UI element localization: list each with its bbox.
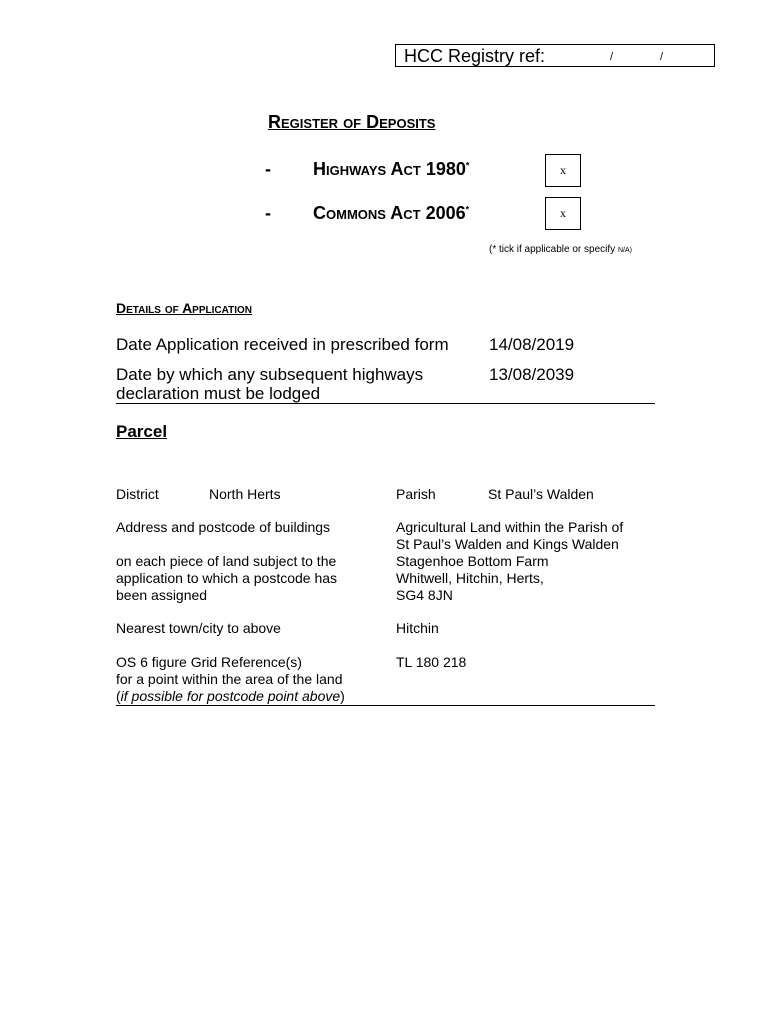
- act-row-commons: [265, 203, 271, 224]
- document-title: Register of Deposits: [268, 112, 436, 132]
- registry-ref-box: [395, 44, 715, 67]
- received-date: 14/08/2019: [489, 335, 575, 354]
- declaration-date: 13/08/2039: [489, 365, 575, 384]
- address-label-line-3: application to which a postcode has: [116, 570, 338, 586]
- address-label-line-2: on each piece of land subject to the: [116, 553, 337, 569]
- received-label: Date Application received in prescribed form: [116, 335, 449, 354]
- parcel-heading: Parcel: [116, 422, 168, 441]
- registry-ref-slash: /: [660, 51, 664, 63]
- act-title-commons: [313, 203, 469, 224]
- grid-reference-value: TL 180 218: [396, 654, 467, 670]
- registry-ref-label: HCC Registry ref:: [404, 46, 546, 66]
- grid-label-italic: if possible for postcode point above: [120, 688, 341, 704]
- act-asterisk: *: [465, 204, 470, 215]
- details-heading: Details of Application: [116, 300, 252, 316]
- grid-label-line-1: OS 6 figure Grid Reference(s): [116, 654, 302, 670]
- parish-label: Parish: [396, 486, 436, 502]
- divider: [116, 403, 655, 404]
- address-label-line-1: Address and postcode of buildings: [116, 519, 331, 535]
- tick-note: [489, 244, 632, 255]
- act-dash: -: [265, 203, 271, 223]
- act-asterisk: *: [465, 160, 470, 171]
- grid-label-paren: (: [116, 688, 121, 704]
- tick-note-text: (* tick if applicable or specify: [489, 244, 618, 255]
- town-value: Hitchin: [396, 620, 439, 636]
- address-value-line-1: Agricultural Land within the Parish of: [396, 519, 624, 535]
- registry-ref-slash: /: [610, 51, 614, 63]
- tick-note-na: N/A): [617, 247, 632, 254]
- town-label: Nearest town/city to above: [116, 620, 281, 636]
- act-title-highways: [313, 159, 469, 180]
- divider: [116, 705, 655, 706]
- address-value-line-4: Whitwell, Hitchin, Herts,: [396, 570, 544, 586]
- act-name: Commons Act 2006: [313, 203, 466, 223]
- district-label: District: [116, 486, 159, 502]
- act-dash: -: [265, 159, 271, 179]
- address-value-line-3: Stagenhoe Bottom Farm: [396, 553, 549, 569]
- grid-label-line-3: [116, 688, 345, 705]
- address-value-line-5: SG4 8JN: [396, 587, 453, 603]
- act-name: Highways Act 1980: [313, 159, 466, 179]
- grid-label-paren: ): [340, 688, 345, 704]
- grid-label-line-2: for a point within the area of the land: [116, 671, 343, 687]
- parish-value: St Paul’s Walden: [488, 486, 594, 502]
- declaration-label-line-1: Date by which any subsequent highways: [116, 365, 424, 384]
- highways-tick-box[interactable]: x: [545, 154, 581, 187]
- commons-tick-box[interactable]: x: [545, 197, 581, 230]
- address-label-line-4: been assigned: [116, 587, 208, 603]
- district-value: North Herts: [209, 486, 281, 502]
- act-row-highways: [265, 159, 271, 180]
- address-value-line-2: St Paul’s Walden and Kings Walden: [396, 536, 619, 552]
- declaration-label-line-2: declaration must be lodged: [116, 384, 321, 403]
